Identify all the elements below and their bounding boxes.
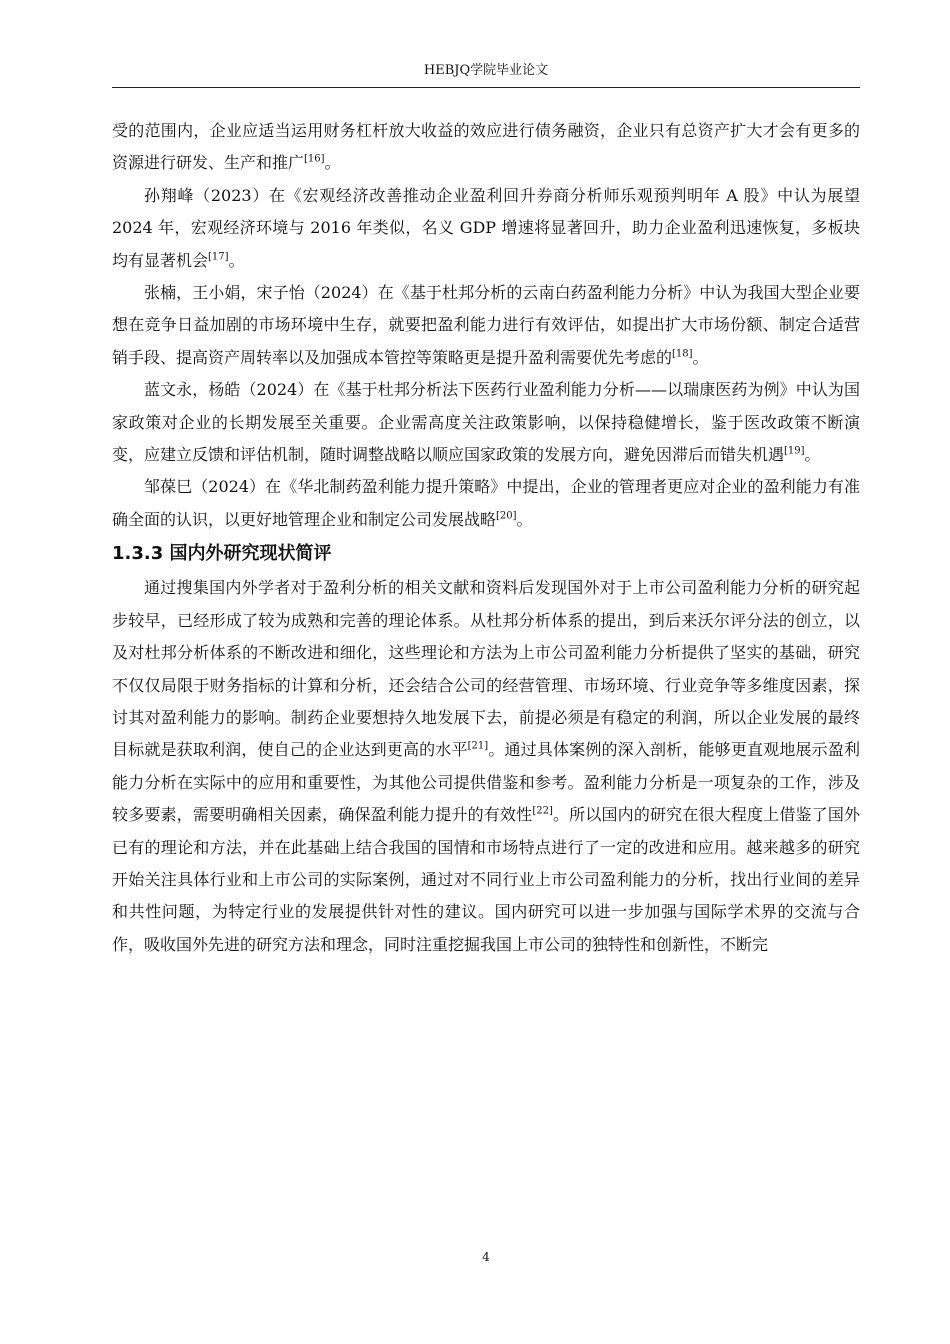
paragraph-tail: 。 [692,347,709,367]
section-heading: 1.3.3 国内外研究现状简评 [112,543,332,565]
paragraph-sun [112,180,860,277]
paragraph-zou [112,471,860,536]
page-number: 4 [482,1250,490,1264]
page-header: HEBJQ学院毕业论文 [423,63,549,78]
paragraph-continued [112,115,860,180]
paragraph-tail: 。 [516,509,533,529]
paragraph-text: 孙翔峰（2023）在《宏观经济改善推动企业盈利回升券商分析师乐观预判明年 A 股》中认为展望 2024 年，宏观经济环境与 2016 年类似，名义 GDP 增速将显著回升，助力企业盈利迅速恢复，多板块均有显著机会 [112,185,860,270]
paragraph-lan [112,374,860,471]
paragraph-text: 邹葆巳（2024）在《华北制药盈利能力提升策略》中提出，企业的管理者更应对企业的盈利能力有准确全面的认识，以更好地管理企业和制定公司发展战略 [112,477,860,529]
paragraph-zhang [112,277,860,374]
citation: [19] [784,445,805,457]
paragraph-tail: 。 [228,250,245,270]
paragraph-text: 受的范围内，企业应适当运用财务杠杆放大收益的效应进行债务融资，企业只有总资产扩大才会有更多的资源进行研发、生产和推广 [112,121,860,173]
paragraph-text: 通过搜集国内外学者对于盈利分析的相关文献和资料后发现国外对于上市公司盈利能力分析的研究起步较早，已经形成了较为成熟和完善的理论体系。从杜邦分析体系的提出，到后来沃尔评分法的创立，以及对杜邦分析体系的不断改进和细化，这些理论和方法为上市公司盈利能力分析提供了坚实的基础，研究不仅仅局限于财务指标的计算和分析，还会结合公司的经营管理、市场环境、行业竞争等多维度因素，探讨其对盈利能力的影响。制药企业要想持久地发展下去，前提必须是有稳定的利润，所以企业发展的最终目标就是获取利润，使自己的企业达到更高的水平 [112,578,860,760]
citation: [21] [467,740,489,752]
paragraph-tail: 。 [804,445,821,465]
page-content [112,115,860,961]
paragraph-text: 张楠，王小娟，宋子怡（2024）在《基于杜邦分析的云南白药盈利能力分析》中认为我国大型企业要想在竞争日益加剧的市场环境中生存，就要把盈利能力进行有效评估，如提出扩大市场份额、制定合适营销手段、提高资产周转率以及加强成本管控等策略更是提升盈利需要优先考虑的 [112,283,860,367]
paragraph-text: 。所以国内的研究在很大程度上借鉴了国外已有的理论和方法，并在此基础上结合我国的国情和市场特点进行了一定的改进和应用。越来越多的研究开始关注具体行业和上市公司的实际案例，通过对不同行业上市公司盈利能力的分析，找出行业间的差异和共性问题，为特定行业的发展提供针对性的建议。国内研究可以进一步加强与国际学术界的交流与合作，吸收国外先进的研究方法和理念，同时注重挖掘我国上市公司的独特性和创新性，不断完 [112,805,860,954]
paragraph-review [112,572,860,961]
header-rule [112,87,860,88]
citation: [20] [496,510,517,522]
citation: [18] [672,348,693,360]
citation: [17] [208,251,229,263]
citation: [22] [532,805,553,817]
paragraph-tail: 。 [324,153,341,173]
paragraph-text: 。通过具体案例的深入剖析，能够更直观地展示盈利能力分析在实际中的应用和重要性，为其他公司提供借鉴和参考。盈利能力分析是一项复杂的工作，涉及较多要素，需要明确相关因素，确保盈利能力提升的有效性 [112,740,860,825]
paragraph-text: 蓝文永，杨皓（2024）在《基于杜邦分析法下医药行业盈利能力分析——以瑞康医药为例》中认为国家政策对企业的长期发展至关重要。企业需高度关注政策影响，以保持稳健增长，鉴于医改政策不断演变，应建立反馈和评估机制，随时调整战略以顺应国家政策的发展方向，避免因滞后而错失机遇 [112,380,860,465]
citation: [16] [304,154,325,166]
